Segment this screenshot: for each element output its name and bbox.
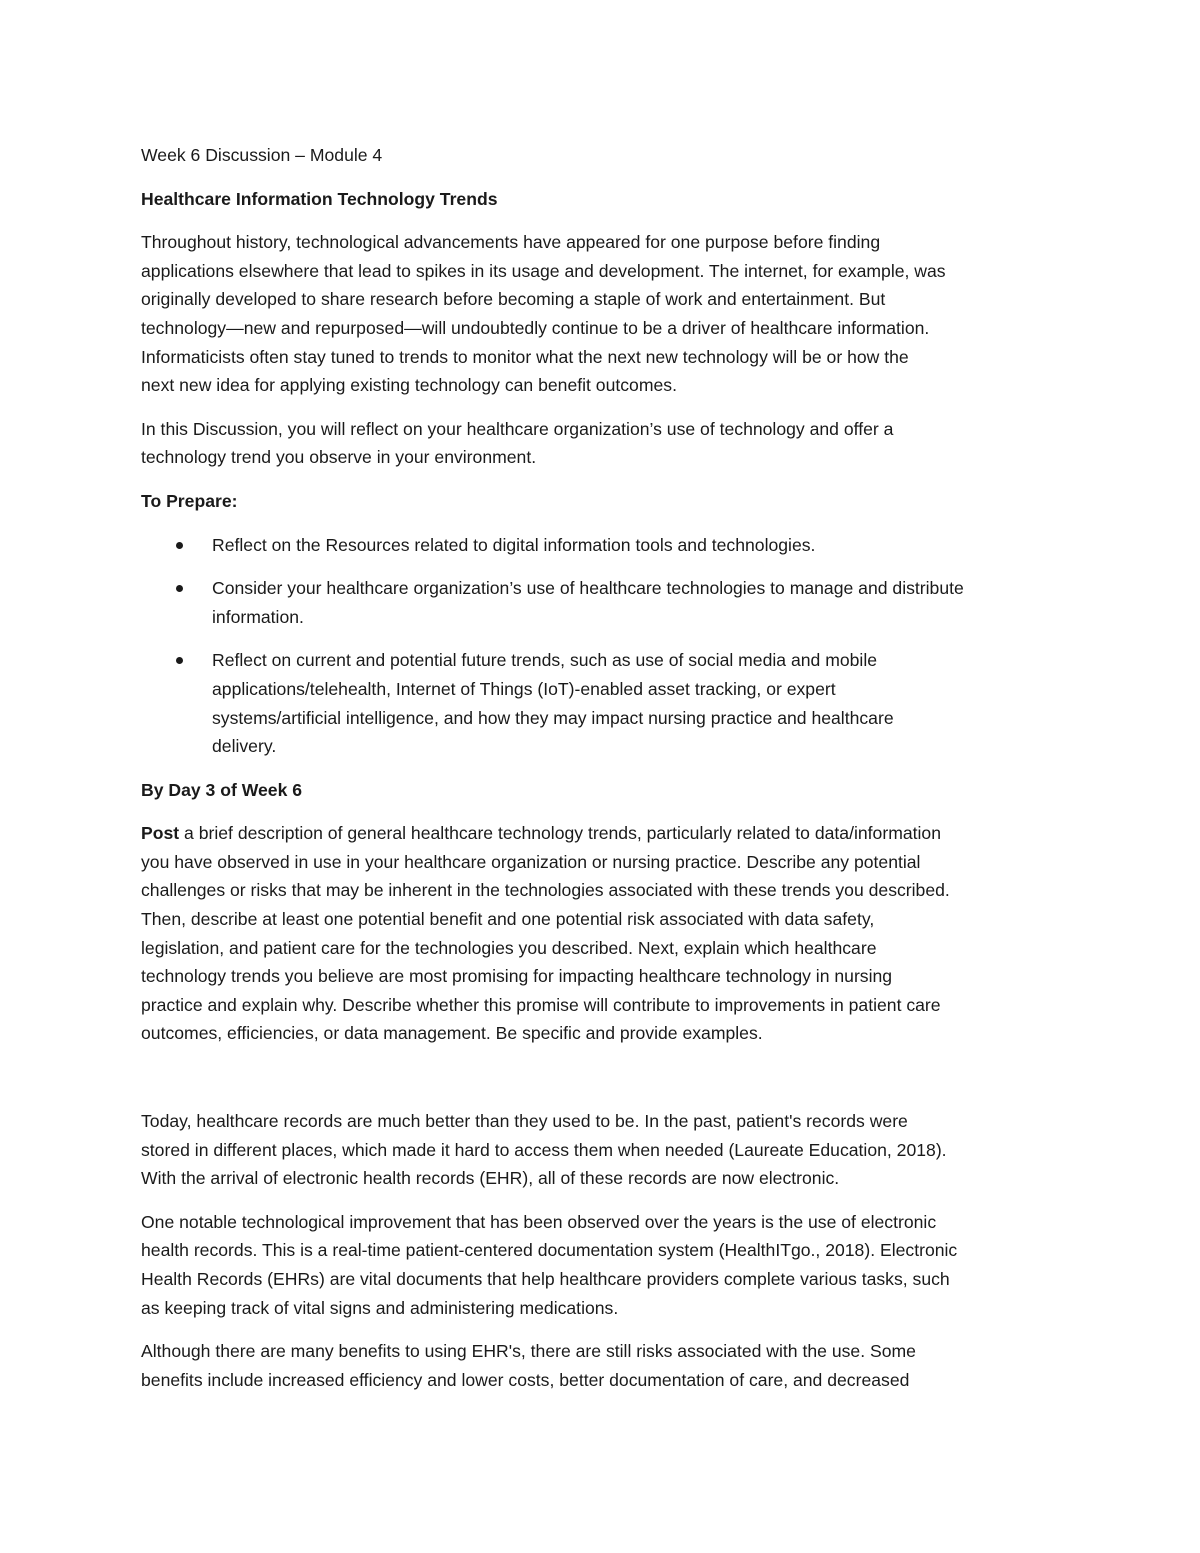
bullet-icon <box>176 542 183 549</box>
bullet-icon <box>176 657 183 664</box>
discussion-paragraph <box>141 415 1061 472</box>
paragraph-line: challenges or risks that may be inherent in the technologies associated with these trends you described. <box>141 880 950 901</box>
paragraph-line: next new idea for applying existing technology can benefit outcomes. <box>141 375 677 396</box>
paragraph-line: Throughout history, technological advancements have appeared for one purpose before finding <box>141 232 881 253</box>
paragraph-line: Although there are many benefits to using EHR's, there are still risks associated with the use. Some <box>141 1341 916 1362</box>
by-day-heading-text: By Day 3 of Week 6 <box>141 779 303 800</box>
bullet-line: systems/artificial intelligence, and how they may impact nursing practice and healthcare <box>212 707 894 728</box>
paragraph-line: In this Discussion, you will reflect on your healthcare organization’s use of technology and offer a <box>141 418 894 439</box>
prepare-bullet-list <box>141 531 1061 761</box>
to-prepare-heading-text: To Prepare: <box>141 490 238 511</box>
post-keyword: Post <box>141 823 180 844</box>
bullet-line: delivery. <box>212 736 277 757</box>
bullet-line: information. <box>212 606 304 627</box>
document-title <box>141 185 1061 214</box>
paragraph-line: originally developed to share research before becoming a staple of work and entertainment. But <box>141 289 886 310</box>
response-paragraph-1 <box>141 1107 1061 1193</box>
paragraph-line <box>141 819 1061 848</box>
paragraph-line: technology—new and repurposed—will undoubtedly continue to be a driver of healthcare information. <box>141 317 930 338</box>
paragraph-line: outcomes, efficiencies, or data management. Be specific and provide examples. <box>141 1023 763 1044</box>
bullet-line: Consider your healthcare organization’s use of healthcare technologies to manage and distribute <box>212 578 964 599</box>
bullet-line: Reflect on the Resources related to digital information tools and technologies. <box>212 534 816 555</box>
response-paragraph-3 <box>141 1337 1061 1394</box>
paragraph-line: legislation, and patient care for the technologies you described. Next, explain which healthcare <box>141 937 877 958</box>
bullet-line: applications/telehealth, Internet of Things (IoT)-enabled asset tracking, or expert <box>212 678 836 699</box>
paragraph-line: technology trends you believe are most promising for impacting healthcare technology in nursing <box>141 966 893 987</box>
paragraph-line: you have observed in use in your healthcare organization or nursing practice. Describe any potential <box>141 851 921 872</box>
post-first-line-text: a brief description of general healthcare technology trends, particularly related to data/information <box>179 823 941 844</box>
document-header-line <box>141 141 1061 170</box>
to-prepare-heading <box>141 487 1061 516</box>
list-item <box>141 531 1061 560</box>
bullet-icon <box>176 585 183 592</box>
paragraph-line: health records. This is a real-time patient-centered documentation system (HealthITgo., 2018). Electronic <box>141 1240 958 1261</box>
paragraph-line: Health Records (EHRs) are vital documents that help healthcare providers complete various tasks, such <box>141 1269 950 1289</box>
paragraph-line: technology trend you observe in your environment. <box>141 447 537 468</box>
list-item <box>141 646 1061 760</box>
intro-paragraph <box>141 228 1061 400</box>
paragraph-line: stored in different places, which made it hard to access them when needed (Laureate Education, 2018). <box>141 1139 947 1160</box>
paragraph-line: One notable technological improvement that has been observed over the years is the use of electronic <box>141 1211 937 1232</box>
paragraph-line: practice and explain why. Describe whether this promise will contribute to improvements in patient care <box>141 994 941 1015</box>
list-item <box>141 574 1061 631</box>
paragraph-line: benefits include increased efficiency and lower costs, better documentation of care, and decreased <box>141 1369 910 1390</box>
response-paragraph-2 <box>141 1208 1061 1322</box>
paragraph-line: Then, describe at least one potential benefit and one potential risk associated with data safety, <box>141 909 875 930</box>
title-text: Healthcare Information Technology Trends <box>141 188 498 209</box>
paragraph-line: applications elsewhere that lead to spikes in its usage and development. The internet, for example, was <box>141 260 946 281</box>
paragraph-line: With the arrival of electronic health records (EHR), all of these records are now electronic. <box>141 1168 840 1189</box>
post-paragraph <box>141 819 1061 1048</box>
bullet-line: Reflect on current and potential future trends, such as use of social media and mobile <box>212 650 878 671</box>
blank-spacer <box>141 1063 1061 1107</box>
header-line-text: Week 6 Discussion – Module 4 <box>141 145 383 165</box>
paragraph-line: Today, healthcare records are much better than they used to be. In the past, patient's records were <box>141 1111 908 1132</box>
paragraph-line: as keeping track of vital signs and administering medications. <box>141 1297 619 1318</box>
paragraph-line: Informaticists often stay tuned to trends to monitor what the next new technology will be or how the <box>141 346 909 367</box>
by-day-heading <box>141 776 1061 805</box>
document-body <box>141 141 1061 1409</box>
